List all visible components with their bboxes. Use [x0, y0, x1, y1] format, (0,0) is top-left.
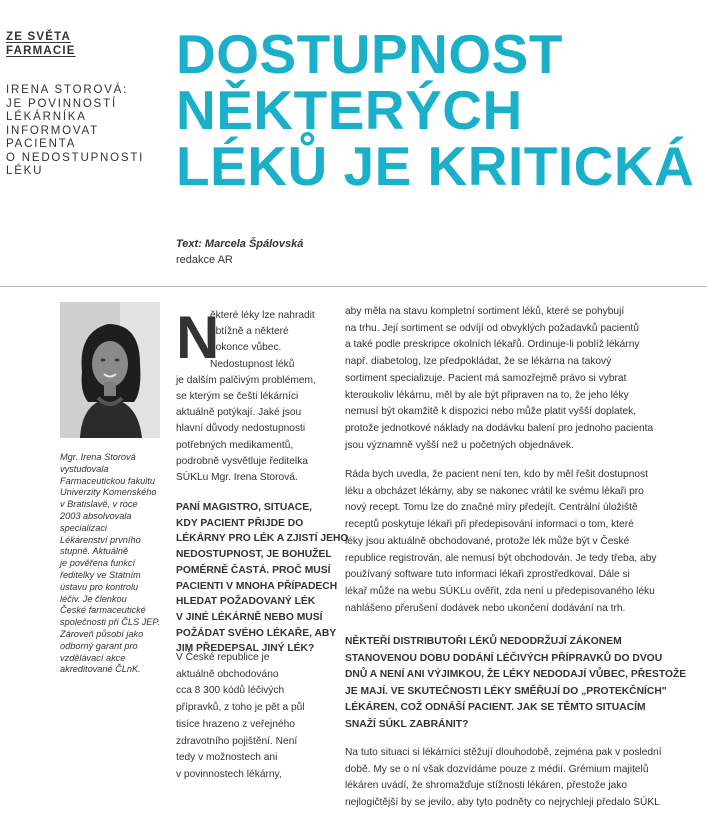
body-line: protože jednotkové náklady na dodávku balení pro jednoho pacienta — [345, 422, 654, 434]
bio-line: stupně. Aktuálně — [60, 546, 129, 557]
body-line: přípravků, z toho je pět a půl — [176, 702, 305, 714]
portrait-photo — [60, 302, 160, 438]
kicker-line: LÉKÁRNÍKA — [6, 111, 87, 123]
bio-line: Farmaceutickou fakultu — [60, 475, 155, 486]
divider — [0, 286, 707, 287]
lead-line: je dalším palčivým problémem, — [176, 374, 316, 386]
bio-line: České farmaceutické — [60, 605, 146, 616]
author-name: Text: Marcela Špálovská — [176, 238, 304, 250]
lead-line: obtížně a některé — [210, 326, 289, 338]
question-line: KDY PACIENT PŘIJDE DO — [176, 517, 304, 529]
body-line: Ráda bych uvedla, že pacient není ten, kdo by měl řešit dostupnost — [345, 469, 648, 480]
lead-line: se kterým se češti lékárníci — [176, 391, 299, 403]
question-line: PANÍ MAGISTRO, SITUACE, — [176, 502, 312, 513]
question-line: LÉKÁREN, COŽ ODNÁŠÍ PACIENT. JAK SE TĚMTO SITUACÍM — [345, 702, 646, 713]
body-line: lékař může na webu SÚKLu ověřit, zda není u předepisovaného léku — [345, 585, 655, 597]
bio-line: vzdělávací akce — [60, 652, 126, 663]
question-line: HLEDAT POŽADOVANÝ LÉK — [176, 596, 316, 608]
author-role: redakce AR — [176, 254, 233, 266]
body-line: Na tuto situaci si lékárníci stěžují dlouhodobě, zejména pak v poslední — [345, 747, 662, 758]
question-line: LÉKÁRNY PRO LÉK A ZJISTÍ JEHO — [176, 533, 349, 545]
body-line: léku a obcházet lékárny, aby se nakonec vrátil ke svému lékaři pro — [345, 485, 644, 497]
kicker-line: IRENA STOROVÁ: — [6, 84, 129, 96]
bio-line: specializaci — [60, 522, 107, 533]
bio-line: v Bratislavě, v roce — [60, 499, 138, 510]
title-line: DOSTUPNOST — [176, 23, 563, 85]
kicker-line: LÉKU — [6, 165, 44, 177]
body-line: době. My se o ní však dozvídáme pouze z médií. Grémium majitelů — [345, 763, 649, 775]
question-line: JIM PŘEDEPSAL JINÝ LÉK? — [176, 643, 315, 655]
kicker-line: PACIENTA — [6, 138, 77, 150]
bio-line: akreditované ČLnK. — [60, 664, 141, 675]
bio-line: Zároveň působí jako — [60, 628, 144, 639]
body-line: lékáren uvádí, že shromažďuje stížnosti lékáren, přestože jako — [345, 780, 628, 792]
question-line: POŽÁDAT SVÉHO LÉKAŘE, ABY — [176, 627, 337, 639]
body-line: nemusí být okamžitě k dispozici nebo může platit vyšší doplatek, — [345, 406, 637, 418]
lead-paragraph — [176, 304, 326, 486]
bio-line: společnosti při ČLS JEP. — [60, 617, 160, 628]
body-line: zdravotního pojištění. Není — [176, 735, 298, 747]
bio-line: je pověřena funkcí — [60, 558, 136, 569]
question-line: JE MAJÍ. VE SKUTEČNOSTI LÉKY SMĚŘUJÍ DO „PROTEKČNÍCH" — [345, 685, 667, 697]
question-line: SNAŽÍ SÚKL ZABRÁNIT? — [345, 718, 469, 730]
body-line: léky jsou aktuálně obchodované, protože lék může být v České — [345, 535, 630, 547]
bio-line: Lékárenství prvního — [60, 534, 141, 545]
lead-line: Nedostupnost léků — [210, 358, 295, 370]
author-bio-caption — [60, 452, 158, 676]
lead-line: hlavní důvody nedostupnosti — [176, 423, 306, 435]
body-line: receptů poskytuje lékaři při předepisování informaci o tom, které — [345, 519, 634, 531]
body-line: nový recept. Tomu lze do značné míry předejít. Centrální úložiště — [345, 502, 638, 514]
question-line: STANOVENOU DOBU DODÁNÍ LÉČIVÝCH PŘÍPRAVKŮ DO DVOU — [345, 652, 663, 664]
kicker-line: INFORMOVAT — [6, 124, 99, 137]
lead-line: podrobně vysvětluje ředitelka — [176, 455, 308, 467]
kicker-line: JE POVINNOSTÍ — [6, 97, 117, 110]
body-line: kteroukoliv lékárnu, měl by ale být připraven na to, že jeho léky — [345, 389, 629, 401]
body-line: jsou významně vyšší než u početných objednávek. — [345, 439, 574, 451]
question-line: V JINÉ LÉKÁRNĚ NEBO MUSÍ — [176, 611, 323, 623]
answer-1-paragraph-2 — [345, 467, 656, 617]
interview-question-1 — [176, 500, 348, 657]
body-line: cca 8 300 kódů léčivých — [176, 685, 285, 697]
body-line: nejlogičtější by se jevilo, aby tyto podněty co nejrychleji předalo SÚKL — [345, 797, 660, 809]
question-line: NĚKTEŘÍ DISTRIBUTOŘI LÉKŮ NEDODRŽUJÍ ZÁKONEM — [345, 636, 622, 647]
question-line: NEDOSTUPNOST, JE BOHUŽEL — [176, 549, 332, 561]
question-line: PACIENTI V MNOHA PŘÍPADECH — [176, 580, 338, 592]
body-line: používaný software tuto informaci lékaři zprostředkoval. Dále si — [345, 569, 630, 581]
bio-line: Mgr. Irena Storová — [60, 452, 136, 462]
bio-line: léčiv. Je členkou — [60, 593, 127, 604]
body-line: republice registrován, ale nemusí být obchodován. Je tedy třeba, aby — [345, 552, 657, 564]
body-line: např. diabetolog, lze předpokládat, že se lékárna na takový — [345, 356, 612, 368]
lead-line: aktuálně potýkají. Jaké jsou — [176, 407, 302, 419]
lead-line: dokonce vůbec. — [210, 342, 282, 354]
answer-2 — [345, 745, 662, 812]
body-line: a také podle preskripce okolních lékařů. Ordinuje-li poblíž lékárny — [345, 339, 640, 351]
body-line: aby měla na stavu kompletní sortiment léků, které se pohybují — [345, 306, 625, 317]
answer-1-start — [176, 650, 305, 784]
interview-question-2 — [345, 634, 686, 733]
question-line: DNŮ A NENÍ ANI VÝJIMKOU, ŽE LÉKY NEDODAJÍ VŮBEC, PŘESTOŽE — [345, 669, 687, 680]
bio-line: 2003 absolvovala — [60, 510, 132, 521]
body-line: nahlášeno přerušení dodávek nebo ukončení dodávání na trh. — [345, 602, 626, 614]
body-line: v povinnostech lékárny, — [176, 768, 282, 780]
body-line: tedy v možnostech ani — [176, 752, 278, 764]
body-line: tisíce hrazeno z veřejného — [176, 718, 295, 730]
drop-cap: N — [176, 304, 220, 371]
lead-line: potřebných medikamentů, — [176, 439, 294, 451]
answer-1-continued — [345, 304, 653, 454]
section-label — [6, 30, 126, 58]
section-label-line: ZE SVĚTA — [6, 31, 71, 43]
bio-line: vystudovala — [60, 463, 109, 474]
title-line: NĚKTERÝCH — [176, 79, 523, 141]
section-label-line: FARMACIE — [6, 45, 76, 57]
lead-line: ěkteré léky lze nahradit — [210, 310, 315, 321]
bio-line: Univerzity Komenského — [60, 487, 157, 498]
lead-line: SÚKLu Mgr. Irena Storová. — [176, 472, 298, 484]
title-line: LÉKŮ JE KRITICKÁ — [176, 135, 695, 197]
author-byline — [176, 236, 303, 268]
kicker — [6, 84, 156, 179]
bio-line: ředitelky ve Státním — [60, 569, 141, 580]
body-line: na trhu. Její sortiment se odvíjí od obvyklých požadavků pacientů — [345, 322, 639, 334]
body-line: V České republice je — [176, 652, 270, 663]
question-line: POMĚRNĚ ČASTÁ. PROČ MUSÍ — [176, 564, 331, 576]
article-title — [176, 23, 696, 197]
bio-line: odborný garant pro — [60, 640, 138, 651]
bio-line: ústavu pro kontrolu — [60, 581, 139, 592]
body-line: aktuálně obchodováno — [176, 668, 279, 680]
kicker-line: O NEDOSTUPNOSTI — [6, 151, 145, 164]
body-line: sortiment specializuje. Pacient má samozřejmě právo si vybrat — [345, 372, 627, 384]
